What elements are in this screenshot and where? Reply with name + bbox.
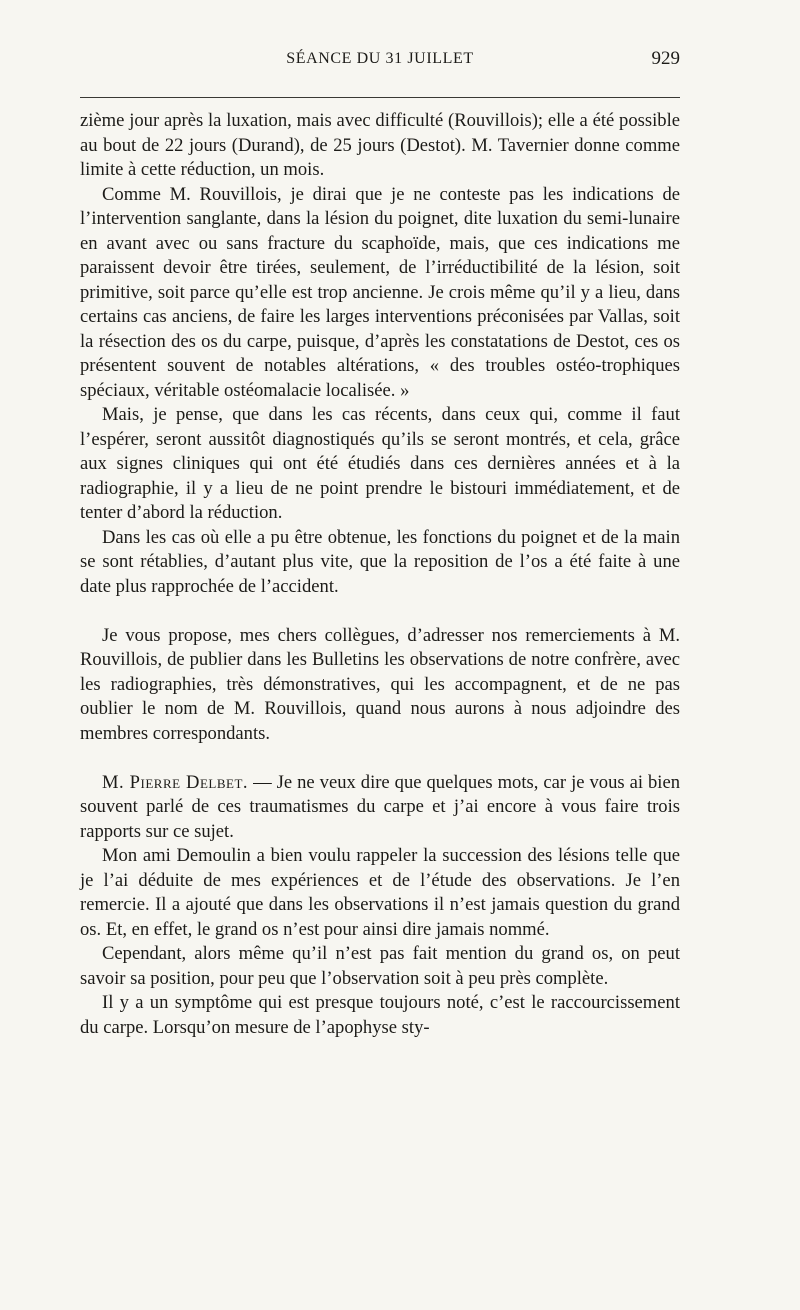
paragraph-6-text: — Je ne veux dire que quelques mots, car je vous ai bien souvent parlé de ces traumatismes du carpe et j’ai encore à vous faire trois rapports sur ce sujet.	[80, 771, 681, 842]
paragraph-3: Mais, je pense, que dans les cas récents, dans ceux qui, comme il faut l’espérer, seront aussitôt diagnostiqués qu’ils se seront montrés, et cela, grâce aux signes cliniques qui ont été étudiés dans ces dernières années et à la radiographie, il y a lieu de ne point prendre le bistouri immédiatement, et de tenter d’abord la réduction.	[80, 404, 680, 523]
running-header	[80, 46, 680, 76]
paragraph-6	[80, 771, 680, 845]
paragraph-2: Comme M. Rouvillois, je dirai que je ne conteste pas les indications de l’intervention sanglante, dans la lésion du poignet, dite luxation du semi-lunaire en avant avec ou sans fracture du scaphoïde, mais, que ces indications me paraissent devoir être tirées, seulement, de l’irréductibilité de la lésion, soit primitive, soit parce qu’elle est trop ancienne. Je crois même qu’il y a lieu, dans certains cas anciens, de faire les larges interventions préconisées par Vallas, soit la résection des os du carpe, puisque, d’après les constatations de Destot, ces os présentent souvent de notables altérations, « des troubles ostéo-trophiques spéciaux, véritable ostéomalacie localisée. »	[80, 183, 680, 401]
header-title: SÉANCE DU 31 JUILLET	[286, 50, 474, 67]
paragraph-8: Cependant, alors même qu’il n’est pas fait mention du grand os, on peut savoir sa position, pour peu que l’observation soit à peu près complète.	[80, 943, 680, 989]
speaker-name: M. Pierre Delbet.	[102, 771, 249, 793]
paragraph-7: Mon ami Demoulin a bien voulu rappeler la succession des lésions telle que je l’ai déduite de mes expériences et de l’étude des observations. Je l’en remercie. Il a ajouté que dans les observations il n’est jamais question du grand os. Et, en effet, le grand os n’est pour ainsi dire jamais nommé.	[80, 845, 680, 940]
paragraph-4: Dans les cas où elle a pu être obtenue, les fonctions du poignet et de la main se sont rétablies, d’autant plus vite, que la reposition de l’os a été faite à une date plus rapprochée de l’accident.	[80, 526, 680, 597]
header-rule	[80, 97, 680, 98]
page-number: 929	[651, 48, 680, 69]
paragraph-1: zième jour après la luxation, mais avec difficulté (Rouvillois); elle a été possible au bout de 22 jours (Durand), de 25 jours (Destot). M. Tavernier donne comme limite à cette réduction, un mois.	[80, 110, 680, 180]
body-text	[80, 109, 680, 1040]
paragraph-5: Je vous propose, mes chers collègues, d’adresser nos remerciements à M. Rouvillois, de publier dans les Bulletins les observations de notre confrère, avec les radiographies, très démonstratives, qui les accompagnent, et de ne pas oublier le nom de M. Rouvillois, quand nous aurons à nous adjoindre des membres correspondants.	[80, 624, 680, 744]
paragraph-9: Il y a un symptôme qui est presque toujours noté, c’est le raccourcissement du carpe. Lorsqu’on mesure de l’apophyse sty-	[80, 992, 680, 1038]
